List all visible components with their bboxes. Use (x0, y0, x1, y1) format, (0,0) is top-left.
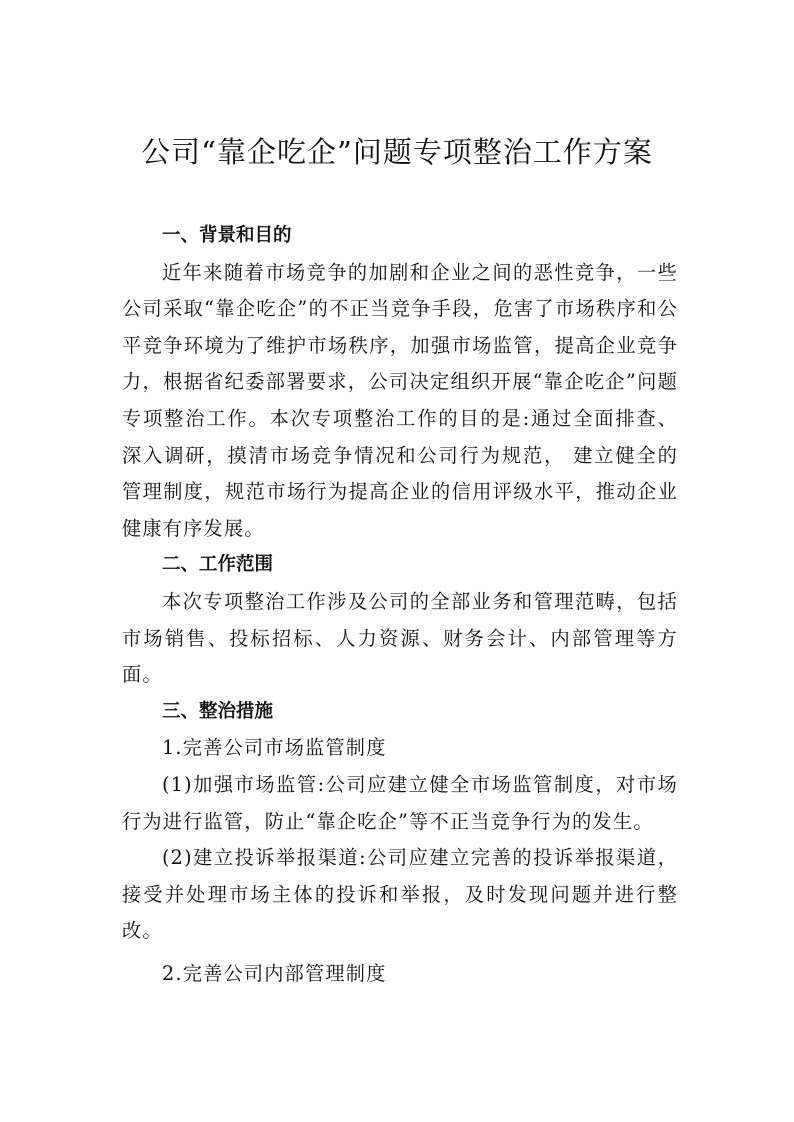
section-heading-background: 一、背景和目的 (162, 225, 292, 246)
document-title: 公司“靠企吃企”问题专项整治工作方案 (141, 135, 653, 169)
section-heading-scope: 二、工作范围 (162, 554, 274, 576)
measure-item-1-title: 1.完善公司市场监管制度 (162, 736, 387, 760)
scope-paragraph: 本次专项整治工作涉及公司的全部业务和管理范畴，包括市场销售、投标招标、人力资源、财务会计、内部管理等方面。 (122, 589, 678, 687)
measure-item-1-sub-1: (1)加强市场监管:公司应建立健全市场监管制度，对市场行为进行监管，防止“靠企吃企”等不正当竞争行为的发生。 (122, 772, 678, 833)
section-heading-measures: 三、整治措施 (162, 700, 274, 722)
measure-item-1-sub-2: (2)建立投诉举报渠道:公司应建立完善的投诉举报渠道，接受并处理市场主体的投诉和举报，及时发现问题并进行整改。 (122, 846, 678, 943)
measure-item-2-title: 2.完善公司内部管理制度 (162, 961, 387, 985)
background-paragraph: 近年来随着市场竞争的加剧和企业之间的恶性竞争，一些公司采取“靠企吃企”的不正当竞争手段，危害了市场秩序和公平竞争环境为了维护市场秩序，加强市场监管，提高企业竞争力，根据省纪委部署要求，公司决定组织开展“靠企吃企”问题专项整治工作。本次专项整治工作的目的是:通过全面排查、深入调研，摸清市场竞争情况和公司行为规范， 建立健全的管理制度，规范市场行为提高企业的信用评级水平，推动企业健康有序发展。 (122, 260, 678, 540)
document-body (122, 218, 678, 992)
